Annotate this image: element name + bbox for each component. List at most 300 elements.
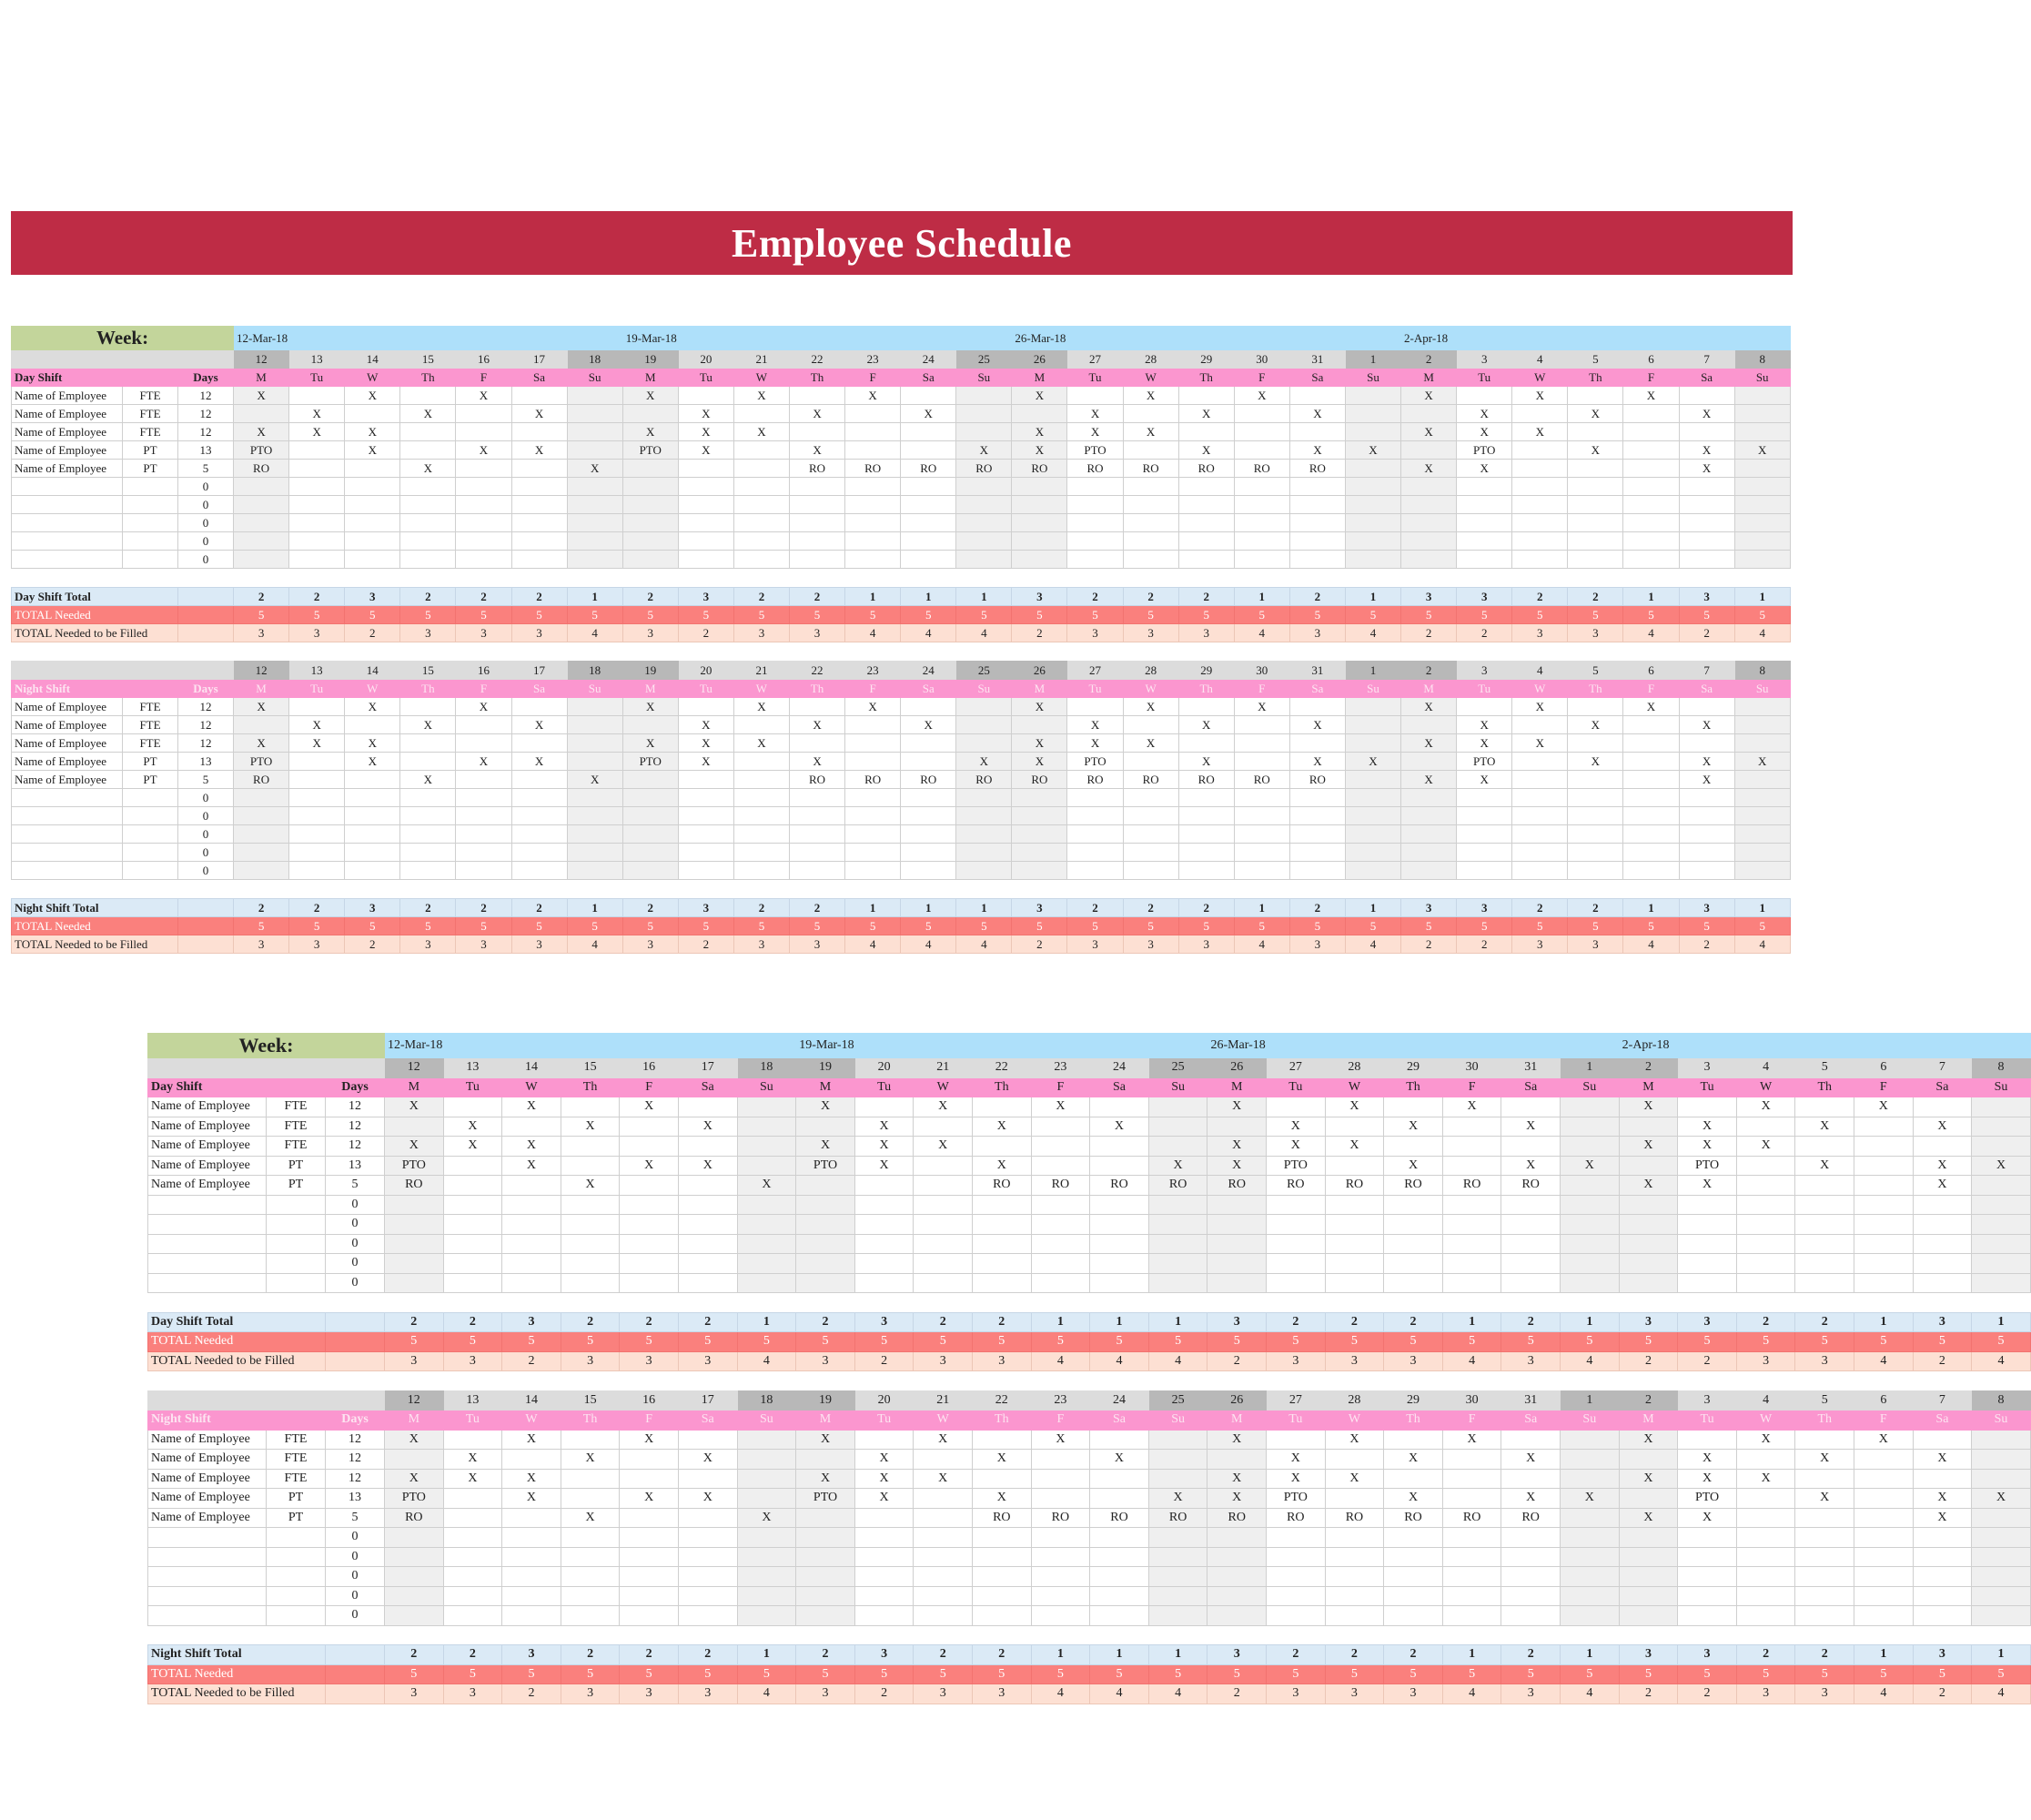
schedule-cell [1734, 405, 1790, 423]
schedule-cell [1012, 551, 1067, 569]
schedule-cell [1972, 1567, 2031, 1587]
schedule-cell: X [234, 698, 289, 716]
schedule-cell [289, 532, 345, 551]
shift-total-row-value: 2 [1178, 588, 1234, 606]
schedule-cell [1972, 1215, 2031, 1235]
day-name-cell: Tu [289, 680, 345, 698]
total-to-fill-row-value: 4 [1623, 624, 1679, 642]
schedule-cell [511, 551, 567, 569]
total-needed-row-value: 5 [1067, 917, 1123, 935]
total-to-fill-row-value: 2 [1679, 935, 1734, 954]
schedule-cell [567, 734, 622, 753]
schedule-cell [443, 1567, 502, 1587]
schedule-cell [854, 1254, 914, 1274]
schedule-cell [1234, 405, 1289, 423]
shift-total-row-value: 2 [511, 899, 567, 917]
schedule-cell [796, 1176, 855, 1196]
day-name-cell: Tu [1457, 369, 1512, 387]
total-to-fill-row-value: 3 [796, 1684, 855, 1704]
schedule-cell: X [1123, 387, 1178, 405]
schedule-cell: RO [1148, 1508, 1207, 1528]
schedule-cell [1442, 1234, 1501, 1254]
schedule-cell: X [1234, 387, 1289, 405]
schedule-cell [345, 862, 400, 880]
schedule-cell [1972, 1117, 2031, 1137]
schedule-cell [1512, 844, 1568, 862]
schedule-cell [1031, 1156, 1090, 1176]
total-to-fill-row-value: 3 [1736, 1684, 1795, 1704]
shift-label: Day Shift [12, 369, 178, 387]
schedule-cell: RO [789, 460, 844, 478]
employee-row [12, 460, 1791, 478]
schedule-cell [1501, 1215, 1561, 1235]
schedule-cell: X [567, 460, 622, 478]
schedule-cell: X [622, 423, 678, 441]
schedule-cell [678, 496, 733, 514]
schedule-cell [234, 716, 289, 734]
schedule-cell [502, 1606, 561, 1626]
schedule-cell [1031, 1254, 1090, 1274]
shift-total-row-value: 3 [1913, 1312, 1972, 1332]
shift-total-row-label: Night Shift Total [148, 1645, 326, 1665]
day-name-cell: Su [737, 1077, 796, 1097]
employee-row [12, 405, 1791, 423]
days-count: 12 [178, 387, 234, 405]
shift-total-row-value: 3 [1207, 1645, 1267, 1665]
schedule-cell: X [854, 1156, 914, 1176]
schedule-cell [1512, 441, 1568, 460]
schedule-cell [567, 862, 622, 880]
schedule-cell [1913, 1195, 1972, 1215]
total-needed-row-blank [326, 1332, 385, 1352]
shift-total-row-value: 2 [1384, 1645, 1443, 1665]
day-name-cell: Sa [511, 680, 567, 698]
schedule-cell [620, 1586, 679, 1606]
days-count: 0 [326, 1567, 385, 1587]
schedule-cell [511, 862, 567, 880]
shift-total-row-value: 1 [567, 899, 622, 917]
date-cell: 16 [456, 350, 511, 369]
date-cell: 16 [620, 1390, 679, 1410]
total-to-fill-row-value: 4 [901, 935, 956, 954]
schedule-cell [561, 1489, 620, 1509]
shift-total-row-blank [326, 1312, 385, 1332]
schedule-cell [854, 1606, 914, 1626]
schedule-cell [914, 1215, 973, 1235]
schedule-cell [854, 1215, 914, 1235]
schedule-cell [1854, 1254, 1914, 1274]
date-cell: 24 [901, 662, 956, 680]
day-name-cell: W [345, 680, 400, 698]
schedule-cell [1619, 1567, 1678, 1587]
shift-total-row-value: 1 [1442, 1312, 1501, 1332]
schedule-cell [956, 807, 1012, 825]
date-cell: 25 [956, 662, 1012, 680]
schedule-cell [1090, 1567, 1149, 1587]
date-cell: 13 [443, 1058, 502, 1078]
schedule-cell: RO [1267, 1176, 1326, 1196]
schedule-cell [789, 862, 844, 880]
employee-row [148, 1254, 2031, 1274]
shift-total-row [12, 899, 1791, 917]
schedule-cell [1457, 532, 1512, 551]
schedule-cell [561, 1195, 620, 1215]
schedule-cell: X [400, 716, 456, 734]
schedule-cell [561, 1156, 620, 1176]
schedule-cell [622, 771, 678, 789]
schedule-cell [1178, 734, 1234, 753]
schedule-cell [1561, 1586, 1620, 1606]
schedule-cell [737, 1528, 796, 1548]
schedule-cell [1623, 532, 1679, 551]
date-cell: 31 [1501, 1390, 1561, 1410]
schedule-cell: X [678, 1156, 737, 1176]
total-needed-row-value: 5 [561, 1332, 620, 1352]
schedule-cell [511, 771, 567, 789]
schedule-cell: X [1795, 1489, 1854, 1509]
days-count: 0 [326, 1215, 385, 1235]
schedule-cell [1734, 844, 1790, 862]
schedule-cell [1178, 496, 1234, 514]
total-to-fill-row-value: 2 [502, 1684, 561, 1704]
schedule-cell [1442, 1469, 1501, 1489]
schedule-cell [1267, 1547, 1326, 1567]
schedule-cell [1457, 807, 1512, 825]
total-needed-row-value: 5 [1178, 917, 1234, 935]
schedule-cell [733, 753, 789, 771]
schedule-cell [1123, 496, 1178, 514]
spacer [148, 1371, 2031, 1391]
day-name-cell: Tu [1267, 1077, 1326, 1097]
date-cell: 18 [567, 350, 622, 369]
schedule-cell [400, 387, 456, 405]
schedule-cell [1345, 698, 1400, 716]
schedule-cell: X [345, 423, 400, 441]
schedule-cell [1123, 753, 1178, 771]
day-name-cell: Su [1734, 369, 1790, 387]
schedule-cell [1067, 862, 1123, 880]
schedule-cell [914, 1508, 973, 1528]
schedule-cell [1457, 825, 1512, 844]
schedule-cell [1384, 1273, 1443, 1293]
schedule-cell [1913, 1430, 1972, 1450]
date-cell: 8 [1734, 662, 1790, 680]
employment-type: FTE [267, 1097, 326, 1117]
schedule-cell [1679, 698, 1734, 716]
schedule-cell [1734, 862, 1790, 880]
schedule-cell [1178, 514, 1234, 532]
schedule-cell [1734, 496, 1790, 514]
total-to-fill-row-value: 3 [1123, 624, 1178, 642]
schedule-cell [1678, 1567, 1737, 1587]
schedule-cell [1178, 844, 1234, 862]
date-cell: 2 [1401, 350, 1457, 369]
shift-total-row-value: 2 [622, 899, 678, 917]
shift-total-row-value: 2 [973, 1645, 1032, 1665]
schedule-cell: X [914, 1097, 973, 1117]
schedule-cell [1734, 789, 1790, 807]
days-count: 0 [178, 496, 234, 514]
schedule-cell: X [854, 1137, 914, 1157]
day-name-cell: F [1031, 1410, 1090, 1431]
date-cell: 15 [561, 1058, 620, 1078]
days-count: 13 [326, 1489, 385, 1509]
schedule-cell [620, 1215, 679, 1235]
total-to-fill-row-value: 3 [443, 1351, 502, 1371]
total-needed-row [148, 1664, 2031, 1684]
day-name-cell: Sa [678, 1077, 737, 1097]
schedule-cell [1123, 825, 1178, 844]
schedule-cell [443, 1176, 502, 1196]
date-cell: 24 [901, 350, 956, 369]
schedule-cell: X [1512, 734, 1568, 753]
schedule-cell: X [733, 698, 789, 716]
schedule-cell [733, 405, 789, 423]
schedule-cell [1619, 1215, 1678, 1235]
shift-total-row-value: 2 [289, 899, 345, 917]
schedule-cell [456, 551, 511, 569]
total-to-fill-row-value: 3 [400, 935, 456, 954]
spacer [148, 1625, 2031, 1645]
employee-name [148, 1254, 267, 1274]
schedule-cell: X [622, 698, 678, 716]
schedule-cell [1384, 1215, 1443, 1235]
day-name-cell: M [1207, 1410, 1267, 1431]
days-count: 12 [178, 716, 234, 734]
day-name-cell: W [914, 1077, 973, 1097]
schedule-cell [1561, 1195, 1620, 1215]
schedule-cell [234, 789, 289, 807]
schedule-cell [1913, 1567, 1972, 1587]
employee-name [12, 825, 123, 844]
total-to-fill-row-value: 3 [796, 1351, 855, 1371]
schedule-cell [1090, 1097, 1149, 1117]
shift-total-row-value: 2 [1512, 899, 1568, 917]
total-to-fill-row-value: 3 [1067, 624, 1123, 642]
employee-row [12, 789, 1791, 807]
shift-total-row-blank [178, 588, 234, 606]
date-row-blank [148, 1058, 385, 1078]
schedule-cell [511, 825, 567, 844]
total-needed-row-value: 5 [1090, 1332, 1149, 1352]
schedule-cell [1289, 862, 1345, 880]
total-to-fill-row-blank [326, 1684, 385, 1704]
schedule-cell: X [385, 1137, 444, 1157]
day-name-cell: F [1854, 1410, 1914, 1431]
schedule-cell [1457, 387, 1512, 405]
schedule-cell [1561, 1606, 1620, 1626]
schedule-cell [400, 698, 456, 716]
schedule-cell [901, 734, 956, 753]
schedule-cell [1854, 1567, 1914, 1587]
schedule-cell: X [1267, 1117, 1326, 1137]
schedule-cell [1561, 1567, 1620, 1587]
schedule-cell [289, 478, 345, 496]
day-name-cell: F [1234, 369, 1289, 387]
schedule-cell [733, 478, 789, 496]
schedule-cell [973, 1215, 1032, 1235]
schedule-cell: RO [1031, 1176, 1090, 1196]
schedule-cell [956, 423, 1012, 441]
schedule-cell: RO [973, 1508, 1032, 1528]
schedule-cell [854, 1547, 914, 1567]
schedule-cell [1457, 514, 1512, 532]
week-row [12, 327, 1791, 350]
schedule-cell [914, 1547, 973, 1567]
total-to-fill-row-value: 3 [1267, 1684, 1326, 1704]
schedule-cell: X [502, 1097, 561, 1117]
day-name-row [12, 680, 1791, 698]
schedule-cell: RO [385, 1508, 444, 1528]
schedule-cell [1736, 1195, 1795, 1215]
date-cell: 31 [1289, 662, 1345, 680]
schedule-cell [502, 1117, 561, 1137]
schedule-cell [1678, 1254, 1737, 1274]
schedule-cell [956, 551, 1012, 569]
schedule-cell: RO [1012, 460, 1067, 478]
date-cell: 7 [1913, 1390, 1972, 1410]
schedule-cell [1623, 478, 1679, 496]
schedule-cell [456, 862, 511, 880]
employee-row [12, 532, 1791, 551]
schedule-cell: RO [1178, 771, 1234, 789]
schedule-cell [1619, 1117, 1678, 1137]
schedule-cell: X [1067, 405, 1123, 423]
schedule-cell [1972, 1097, 2031, 1117]
schedule-cell [1442, 1254, 1501, 1274]
day-name-cell: F [1854, 1077, 1914, 1097]
schedule-cell [1913, 1234, 1972, 1254]
total-needed-row-value: 5 [1913, 1664, 1972, 1684]
schedule-cell [620, 1606, 679, 1626]
schedule-cell [385, 1567, 444, 1587]
employee-row [12, 698, 1791, 716]
schedule-cell [1795, 1567, 1854, 1587]
schedule-cell [737, 1097, 796, 1117]
total-to-fill-row-value: 2 [345, 935, 400, 954]
employee-row [148, 1097, 2031, 1117]
date-cell: 15 [400, 662, 456, 680]
schedule-cell [1736, 1489, 1795, 1509]
shift-total-row-value: 3 [1012, 588, 1067, 606]
date-cell: 21 [914, 1058, 973, 1078]
schedule-cell [1501, 1430, 1561, 1450]
total-to-fill-row-value: 4 [1734, 624, 1790, 642]
date-cell: 1 [1345, 662, 1400, 680]
schedule-block-1 [11, 326, 1791, 954]
day-name-cell: W [1736, 1077, 1795, 1097]
schedule-cell [956, 844, 1012, 862]
schedule-cell [1401, 405, 1457, 423]
schedule-cell [796, 1273, 855, 1293]
employee-name [148, 1215, 267, 1235]
schedule-cell [678, 825, 733, 844]
schedule-cell [511, 478, 567, 496]
schedule-cell [456, 807, 511, 825]
schedule-cell [1972, 1528, 2031, 1548]
schedule-cell [289, 771, 345, 789]
schedule-cell [1623, 405, 1679, 423]
days-count: 12 [326, 1430, 385, 1450]
schedule-cell [1289, 807, 1345, 825]
total-needed-row-value: 5 [1090, 1664, 1149, 1684]
total-needed-row-value: 5 [1289, 606, 1345, 624]
week-start-date: 2-Apr-18 [1619, 1034, 2030, 1058]
days-count: 0 [178, 825, 234, 844]
date-cell: 20 [854, 1058, 914, 1078]
date-cell: 14 [345, 662, 400, 680]
date-cell: 13 [289, 662, 345, 680]
shift-total-row-value: 1 [1854, 1312, 1914, 1332]
schedule-cell [1148, 1547, 1207, 1567]
schedule-cell [234, 551, 289, 569]
date-row-blank [12, 350, 234, 369]
schedule-cell: X [1501, 1156, 1561, 1176]
total-to-fill-row-value: 3 [678, 1351, 737, 1371]
schedule-cell: RO [1267, 1508, 1326, 1528]
schedule-cell [1207, 1117, 1267, 1137]
schedule-cell [1012, 496, 1067, 514]
schedule-cell: X [1067, 734, 1123, 753]
schedule-cell [1267, 1567, 1326, 1587]
schedule-cell [1401, 753, 1457, 771]
total-needed-row-value: 5 [289, 917, 345, 935]
schedule-cell: RO [1123, 460, 1178, 478]
schedule-cell: X [1457, 734, 1512, 753]
schedule-cell [1501, 1586, 1561, 1606]
schedule-cell [456, 844, 511, 862]
schedule-cell [1031, 1469, 1090, 1489]
schedule-cell [1123, 532, 1178, 551]
total-to-fill-row-value: 3 [789, 935, 844, 954]
total-needed-row-value: 5 [567, 917, 622, 935]
shift-total-row-value: 2 [1325, 1312, 1384, 1332]
schedule-cell [456, 716, 511, 734]
schedule-cell: X [1568, 405, 1623, 423]
schedule-cell [567, 423, 622, 441]
schedule-cell [678, 387, 733, 405]
date-cell: 26 [1012, 350, 1067, 369]
employment-type: PT [123, 460, 178, 478]
schedule-cell [622, 716, 678, 734]
shift-total-row-value: 2 [443, 1312, 502, 1332]
schedule-cell [1123, 551, 1178, 569]
employment-type: FTE [123, 716, 178, 734]
total-to-fill-row-value: 3 [973, 1684, 1032, 1704]
schedule-cell [1913, 1586, 1972, 1606]
schedule-cell [622, 478, 678, 496]
schedule-cell [400, 478, 456, 496]
schedule-cell [1234, 551, 1289, 569]
schedule-cell: X [1442, 1430, 1501, 1450]
schedule-cell: X [1561, 1156, 1620, 1176]
schedule-cell [1384, 1195, 1443, 1215]
schedule-cell [1623, 514, 1679, 532]
day-name-cell: Th [400, 680, 456, 698]
day-name-cell: Tu [854, 1410, 914, 1431]
schedule-cell [1795, 1273, 1854, 1293]
total-to-fill-row-value: 3 [1512, 935, 1568, 954]
shift-total-row-value: 3 [678, 588, 733, 606]
schedule-cell [234, 532, 289, 551]
schedule-cell [385, 1273, 444, 1293]
date-cell: 22 [973, 1058, 1032, 1078]
schedule-cell [567, 514, 622, 532]
schedule-cell [845, 496, 901, 514]
schedule-cell [1442, 1567, 1501, 1587]
schedule-cell [1678, 1528, 1737, 1548]
schedule-cell [854, 1176, 914, 1196]
